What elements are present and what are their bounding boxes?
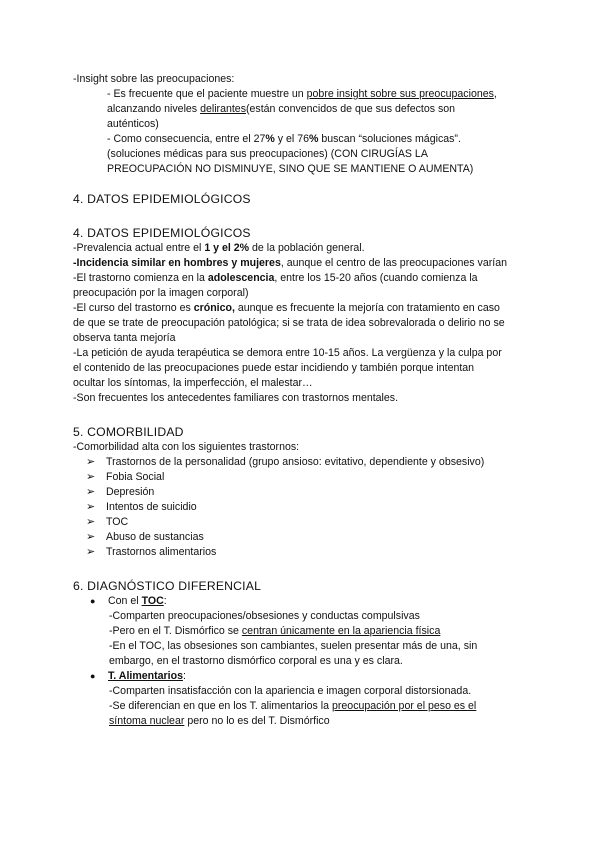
epi-line-1: [73, 241, 533, 256]
list-item: [73, 530, 533, 545]
epi-line-6: -Son frecuentes los antecedentes familiares con trastornos mentales.: [73, 392, 399, 404]
underlined-text: preocupación por el peso es el: [332, 700, 477, 712]
comorbidity-list: [73, 455, 533, 560]
text: -Se diferencian en que en los T. alimentarios la: [109, 700, 332, 712]
list-item-label: Trastornos de la personalidad (grupo ansioso: evitativo, dependiente y obsesivo): [106, 456, 485, 468]
arrow-bullet-icon: ➢: [86, 531, 96, 543]
bold-text: %: [308, 133, 319, 145]
document-page: [73, 72, 533, 729]
text: -El trastorno comienza en la: [73, 272, 208, 284]
list-item: [73, 545, 533, 560]
epi-line-5-cont: el contenido de las preocupaciones puede estar incidiendo y también porque intentan: [73, 362, 475, 374]
dot-bullet-icon: ●: [90, 671, 96, 681]
epi-line-3: [73, 271, 533, 286]
diag-eating-line-3: [73, 714, 533, 729]
underlined-text: delirantes: [200, 103, 246, 115]
epi-line-5: -La petición de ayuda terapéutica se demora entre 10-15 años. La vergüenza y la culpa por: [73, 347, 502, 359]
insight-para-2-end: PREOCUPACIÓN NO DISMINUYE, SINO QUE SE MANTIENE O AUMENTA): [107, 163, 474, 175]
diag-item-eating: [73, 669, 533, 684]
arrow-bullet-icon: ➢: [86, 486, 96, 498]
list-item-label: Fobia Social: [106, 471, 165, 483]
arrow-bullet-icon: ➢: [86, 546, 96, 558]
diag-toc-line-1: -Comparten preocupaciones/obsesiones y conductas compulsivas: [109, 610, 420, 622]
text: - Es frecuente que el paciente muestre un: [107, 88, 307, 100]
diag-item-eating-label: [108, 669, 186, 684]
underlined-text: síntoma nuclear: [109, 715, 185, 727]
text: :: [163, 595, 167, 607]
insight-para-1: [73, 87, 533, 102]
text: , entre los 15-20 años (cuando comienza la: [274, 272, 478, 284]
text: :: [182, 670, 186, 682]
diag-toc-line-3: -En el TOC, las obsesiones son cambiantes, suelen presentar más de una, sin: [109, 640, 478, 652]
comorbidity-intro: -Comorbilidad alta con los siguientes trastornos:: [73, 441, 300, 453]
insight-para-2-cont: (soluciones médicas para sus preocupaciones) (CON CIRUGÍAS LA: [107, 148, 428, 160]
list-item: [73, 485, 533, 500]
section-heading-epi-1: 4. DATOS EPIDEMIOLÓGICOS: [73, 192, 251, 206]
diag-toc-line-2: [73, 624, 533, 639]
arrow-bullet-icon: ➢: [86, 456, 96, 468]
section-heading-epi-2: 4. DATOS EPIDEMIOLÓGICOS: [73, 226, 251, 240]
text: - Como consecuencia, entre el 27: [107, 133, 266, 145]
insight-para-1-cont: [73, 102, 533, 117]
underlined-text: pobre insight sobre sus preocupaciones: [306, 88, 494, 100]
text: alcanzando niveles: [107, 103, 201, 115]
diag-eating-line-2: [73, 699, 533, 714]
dot-bullet-icon: ●: [90, 596, 96, 606]
list-item-label: Abuso de sustancias: [106, 531, 204, 543]
list-item-label: Depresión: [106, 486, 155, 498]
underlined-text: centran únicamente en la apariencia física: [241, 625, 441, 637]
text: -El curso del trastorno es: [73, 302, 194, 314]
epi-line-4-end: observa tanta mejoría: [73, 332, 176, 344]
bold-text: 1 y el 2%: [204, 242, 250, 254]
text: pero no lo es del T. Dismórfico: [184, 715, 330, 727]
text: ,: [493, 88, 497, 100]
list-item: [73, 515, 533, 530]
text: buscan “soluciones mágicas”.: [318, 133, 461, 145]
bold-text: %: [265, 133, 275, 145]
bold-text: crónico,: [193, 302, 235, 314]
epi-line-2: [73, 256, 533, 271]
list-item-label: Trastornos alimentarios: [106, 546, 217, 558]
arrow-bullet-icon: ➢: [86, 516, 96, 528]
diag-item-toc-label: [108, 594, 167, 609]
text: , aunque el centro de las preocupaciones varían: [280, 257, 507, 269]
arrow-bullet-icon: ➢: [86, 471, 96, 483]
text: de la población general.: [249, 242, 365, 254]
diag-item-toc: [73, 594, 533, 609]
insight-heading: -Insight sobre las preocupaciones:: [73, 73, 235, 85]
epi-line-4: [73, 301, 533, 316]
list-item-label: TOC: [106, 516, 129, 528]
section-heading-comorbidity: 5. COMORBILIDAD: [73, 425, 184, 439]
diag-toc-line-3-cont: embargo, en el trastorno dismórfico corporal es una y es clara.: [109, 655, 403, 667]
epi-line-5-end: ocultar los síntomas, la imperfección, el malestar…: [73, 377, 313, 389]
text: -Pero en el T. Dismórfico se: [109, 625, 242, 637]
insight-para-1-end: auténticos): [107, 118, 159, 130]
text: Con el: [108, 595, 142, 607]
insight-para-2: [73, 132, 533, 147]
bold-text: -Incidencia similar en hombres y mujeres: [73, 257, 281, 269]
list-item: [73, 500, 533, 515]
epi-line-3-cont: preocupación por la imagen corporal): [73, 287, 249, 299]
diag-eating-line-1: -Comparten insatisfacción con la apariencia e imagen corporal distorsionada.: [109, 685, 472, 697]
bold-underlined-text: TOC: [141, 595, 164, 607]
text: y el 76: [274, 133, 309, 145]
epi-line-4-cont: de que se trate de preocupación patológica; si se trata de idea sobrevalorada o delirio no se: [73, 317, 505, 329]
text: aunque es frecuente la mejoría con tratamiento en caso: [234, 302, 500, 314]
bold-text: adolescencia: [207, 272, 275, 284]
arrow-bullet-icon: ➢: [86, 501, 96, 513]
text: (están convencidos de que sus defectos son: [246, 103, 456, 115]
list-item: [73, 470, 533, 485]
list-item-label: Intentos de suicidio: [106, 501, 197, 513]
text: -Prevalencia actual entre el: [73, 242, 205, 254]
list-item: [73, 455, 533, 470]
section-heading-differential-diagnosis: 6. DIAGNÓSTICO DIFERENCIAL: [73, 579, 262, 593]
bold-underlined-text: T. Alimentarios: [108, 670, 183, 682]
